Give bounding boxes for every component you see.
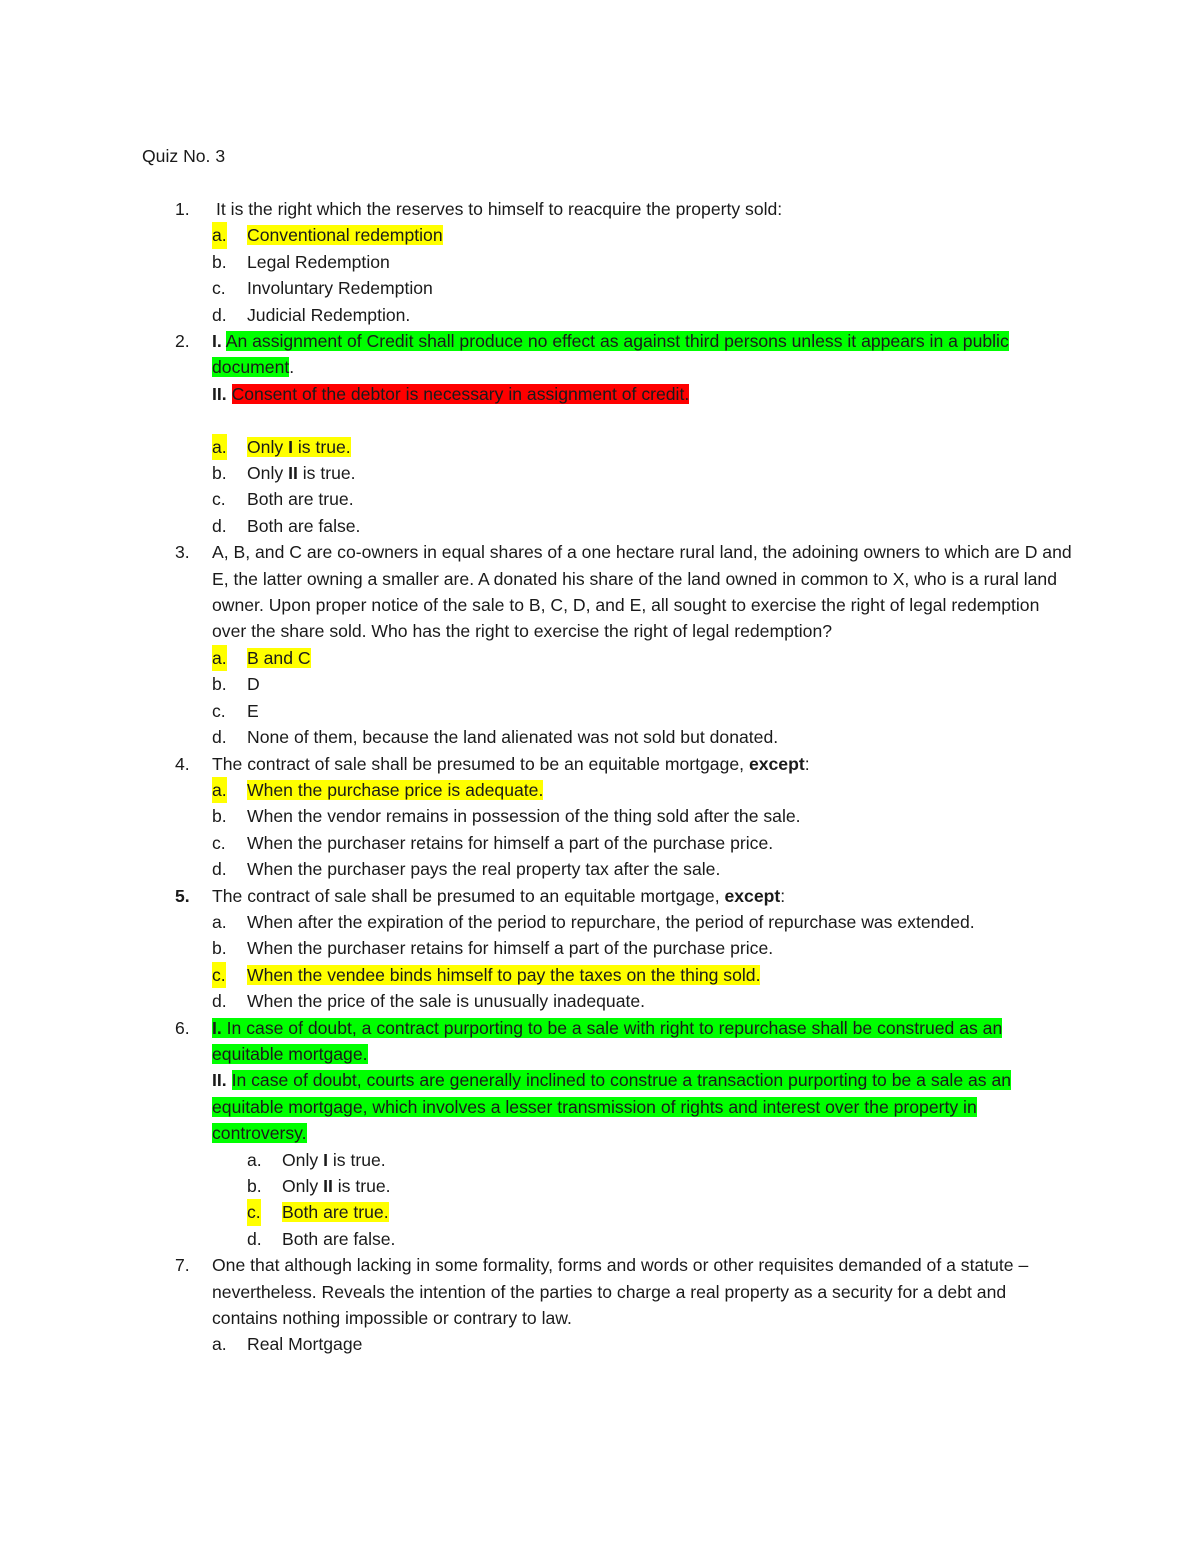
option-letter: c. (212, 832, 226, 853)
option-letter: b. (212, 674, 227, 695)
option-text: When the purchase price is adequate. (247, 779, 544, 800)
option-letter: d. (212, 304, 227, 325)
question-text-end: : (780, 885, 786, 906)
option-c (247, 1199, 1075, 1225)
question-number: 5. (175, 885, 190, 906)
statement-end: . (289, 357, 295, 378)
statement-highlight (212, 1018, 1002, 1064)
option-bold: I (288, 436, 293, 457)
question-bold: except (748, 753, 805, 774)
question-number: 2. (175, 331, 190, 352)
option-text: Both are true. (247, 489, 354, 510)
option-letter: b. (212, 938, 227, 959)
question-number: 4. (175, 753, 190, 774)
option-list (212, 1331, 1075, 1357)
option-list (212, 1147, 1075, 1253)
option-list (212, 434, 1075, 540)
option-d (212, 988, 1075, 1014)
option-c (212, 962, 1075, 988)
option-text (247, 437, 351, 457)
option-d (212, 513, 1075, 539)
option-text: Both are false. (247, 515, 361, 536)
question-number: 6. (175, 1017, 190, 1038)
question-7 (175, 1252, 1075, 1358)
option-letter: a. (212, 645, 227, 671)
option-a (212, 645, 1075, 671)
option-letter: c. (212, 962, 226, 988)
option-text: When after the expiration of the period to repurchare, the period of repurchase was extended. (247, 911, 975, 932)
option-d (212, 856, 1075, 882)
question-text-end: : (804, 753, 810, 774)
option-b (212, 249, 1075, 275)
option-letter: d. (212, 859, 227, 880)
option-letter: c. (212, 700, 226, 721)
option-text: Real Mortgage (247, 1334, 363, 1355)
option-letter: a. (212, 911, 227, 932)
option-text: Judicial Redemption. (247, 304, 411, 325)
option-text: D (247, 674, 260, 695)
option-text: Conventional redemption (247, 225, 443, 246)
statement-text: In case of doubt, a contract purporting to be a sale with right to repurchase shall be construed as an equitable mortgage. (212, 1017, 1003, 1064)
option-text-part: Only (247, 436, 289, 457)
option-b (247, 1173, 1075, 1199)
option-letter: a. (212, 1334, 227, 1355)
question-4 (175, 751, 1075, 883)
question-text (212, 751, 1075, 777)
option-c (212, 486, 1075, 512)
option-letter: b. (212, 251, 227, 272)
question-list (175, 196, 1075, 1358)
option-d (212, 724, 1075, 750)
question-text (212, 883, 1075, 909)
option-list (212, 222, 1075, 328)
option-b (212, 460, 1075, 486)
option-letter: b. (212, 463, 227, 484)
option-c (212, 698, 1075, 724)
option-bold: II (323, 1176, 333, 1197)
statement-2 (212, 381, 1075, 407)
option-letter: b. (247, 1176, 262, 1197)
option-text-part: Only (282, 1176, 324, 1197)
option-a (212, 777, 1075, 803)
option-text-part: is true. (327, 1149, 386, 1170)
statement-1 (212, 1015, 1075, 1068)
option-letter: a. (212, 434, 227, 460)
option-letter: a. (212, 777, 227, 803)
option-text: E (247, 700, 259, 721)
option-letter: c. (247, 1199, 261, 1225)
statement-label: II. (212, 383, 227, 404)
question-text-part: The contract of sale shall be presumed to be an equitable mortgage, (212, 753, 749, 774)
option-letter: c. (212, 489, 226, 510)
option-letter: b. (212, 806, 227, 827)
option-d (212, 302, 1075, 328)
option-c (212, 275, 1075, 301)
question-text: It is the right which the reserves to himself to reacquire the property sold: (216, 199, 783, 219)
option-a (247, 1147, 1075, 1173)
question-3 (175, 539, 1075, 750)
option-text: When the purchaser pays the real property tax after the sale. (247, 859, 721, 880)
option-d (247, 1226, 1075, 1252)
option-a (212, 909, 1075, 935)
option-text: B and C (247, 647, 311, 668)
option-text-part: Only (282, 1149, 324, 1170)
option-text-part: is true. (332, 1176, 391, 1197)
option-text: When the purchaser retains for himself a part of the purchase price. (247, 938, 774, 959)
question-number: 7. (175, 1255, 190, 1276)
statement-text: Consent of the debtor is necessary in assignment of credit. (231, 383, 690, 404)
option-a (212, 434, 1075, 460)
option-text: Both are true. (282, 1202, 389, 1223)
option-a (212, 222, 1075, 248)
statement-text: In case of doubt, courts are generally inclined to construe a transaction purporting to be a sale as an equitable mortgage, which involves a lesser transmission of rights and interest over the property in controversy. (212, 1070, 1012, 1144)
question-bold: except (724, 885, 781, 906)
quiz-title: Quiz No. 3 (142, 146, 226, 166)
option-text: Both are false. (282, 1228, 396, 1249)
statement-text: An assignment of Credit shall produce no effect as against third persons unless it appears in a public document (212, 331, 1009, 378)
statement-label: I. (212, 1017, 222, 1038)
option-letter: d. (247, 1228, 262, 1249)
option-letter: c. (212, 278, 226, 299)
option-text: Involuntary Redemption (247, 278, 433, 299)
option-bold: I (323, 1149, 328, 1170)
option-list (212, 777, 1075, 883)
option-text-part: is true. (297, 463, 356, 484)
option-text-part: Only (247, 463, 289, 484)
question-number: 1. (175, 199, 190, 219)
option-text: When the price of the sale is unusually inadequate. (247, 991, 646, 1012)
option-text: When the vendee binds himself to pay the taxes on the thing sold. (247, 964, 761, 985)
option-list (212, 909, 1075, 1015)
question-1 (175, 196, 1075, 328)
option-text: None of them, because the land alienated was not sold but donated. (247, 727, 779, 748)
question-number: 3. (175, 542, 190, 563)
option-letter: d. (212, 727, 227, 748)
question-2 (175, 328, 1075, 539)
option-b (212, 671, 1075, 697)
option-letter: a. (212, 222, 227, 248)
question-text: One that although lacking in some formality, forms and words or other requisites demanded of a statute – nevertheless. Reveals the intention of the parties to charge a real property as a security for a debt and contains nothing impossible or contrary to law. (212, 1255, 1029, 1329)
statement-label: II. (212, 1070, 227, 1091)
option-a (212, 1331, 1075, 1357)
statement-2 (212, 1067, 1075, 1146)
question-text-part: The contract of sale shall be presumed to an equitable mortgage, (212, 885, 725, 906)
option-text: When the purchaser retains for himself a part of the purchase price. (247, 832, 774, 853)
option-text: Legal Redemption (247, 251, 390, 272)
statement-label: I. (212, 331, 222, 352)
option-text-part: is true. (292, 436, 351, 457)
option-text: When the vendor remains in possession of the thing sold after the sale. (247, 806, 801, 827)
blank-line (212, 407, 1075, 433)
question-text: A, B, and C are co-owners in equal shares of a one hectare rural land, the adoining owners to which are D and E, the latter owning a smaller are. A donated his share of the land owned in common to X, who is a rural land owner. Upon proper notice of the sale to B, C, D, and E, all sought to exercise the right of legal redemption over the share sold. Who has the right to exercise the right of legal redemption? (212, 542, 1072, 642)
option-letter: d. (212, 515, 227, 536)
option-c (212, 830, 1075, 856)
option-bold: II (288, 463, 298, 484)
option-letter: a. (247, 1149, 262, 1170)
option-b (212, 935, 1075, 961)
statement-1 (212, 328, 1075, 381)
option-letter: d. (212, 991, 227, 1012)
option-b (212, 803, 1075, 829)
question-6 (175, 1015, 1075, 1253)
option-list (212, 645, 1075, 751)
question-5 (175, 883, 1075, 1015)
